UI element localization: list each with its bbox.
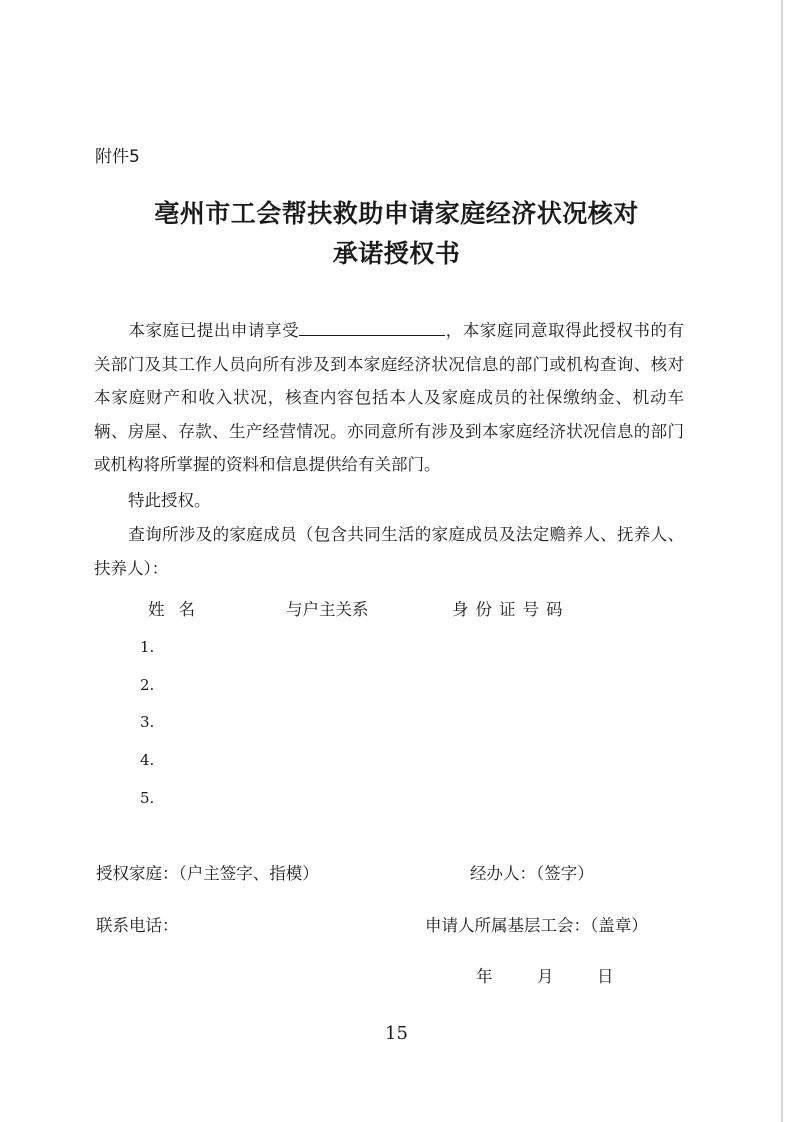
authorizing-family-signature: 授权家庭：（户主签字、指模）: [96, 864, 319, 883]
union-seal-label: 申请人所属基层工会：（盖章）: [425, 916, 648, 935]
column-header-name: 姓名: [148, 600, 209, 619]
scan-edge: [781, 0, 783, 1122]
contact-phone-label: 联系电话：: [96, 916, 179, 935]
member-row-number: 3.: [140, 713, 155, 731]
member-row-number: 2.: [140, 676, 155, 694]
document-title-line2: 承诺授权书: [332, 239, 461, 268]
authorization-paragraph: [94, 314, 684, 482]
benefit-blank-field[interactable]: [299, 318, 445, 336]
family-members-intro-text: 查询所涉及的家庭成员（包含共同生活的家庭成员及法定赡养人、抚养人、扶养人）：: [94, 525, 684, 578]
authorization-statement-text: 特此授权。: [128, 491, 211, 510]
member-row-number: 5.: [140, 789, 155, 807]
attachment-label: 附件5: [95, 147, 140, 167]
column-header-relation: 与户主关系: [286, 600, 369, 619]
handler-signature: 经办人：（签字）: [470, 864, 594, 883]
date-day-label: 日: [597, 967, 614, 986]
page-number: 15: [385, 1023, 408, 1044]
paragraph-rest: ，本家庭同意取得此授权书的有关部门及其工作人员向所有涉及到本家庭经济状况信息的部门或机构查询、核对本家庭财产和收入状况，核查内容包括本人及家庭成员的社保缴纳金、机动车辆、房屋、存款、生产经营情况。亦同意所有涉及到本家庭经济状况信息的部门或机构将所掌握的资料和信息提供给有关部门。: [94, 321, 685, 474]
paragraph-start: 本家庭已提出申请享受: [128, 321, 300, 340]
family-members-intro: [94, 518, 684, 585]
date-month-label: 月: [537, 967, 554, 986]
authorization-statement: [94, 484, 684, 518]
member-row-number: 1.: [140, 638, 155, 656]
date-year-label: 年: [476, 967, 493, 986]
column-header-id-number: 身份证号码: [452, 600, 570, 619]
member-row-number: 4.: [140, 751, 155, 769]
document-title-line1: 亳州市工会帮扶救助申请家庭经济状况核对: [154, 199, 639, 228]
